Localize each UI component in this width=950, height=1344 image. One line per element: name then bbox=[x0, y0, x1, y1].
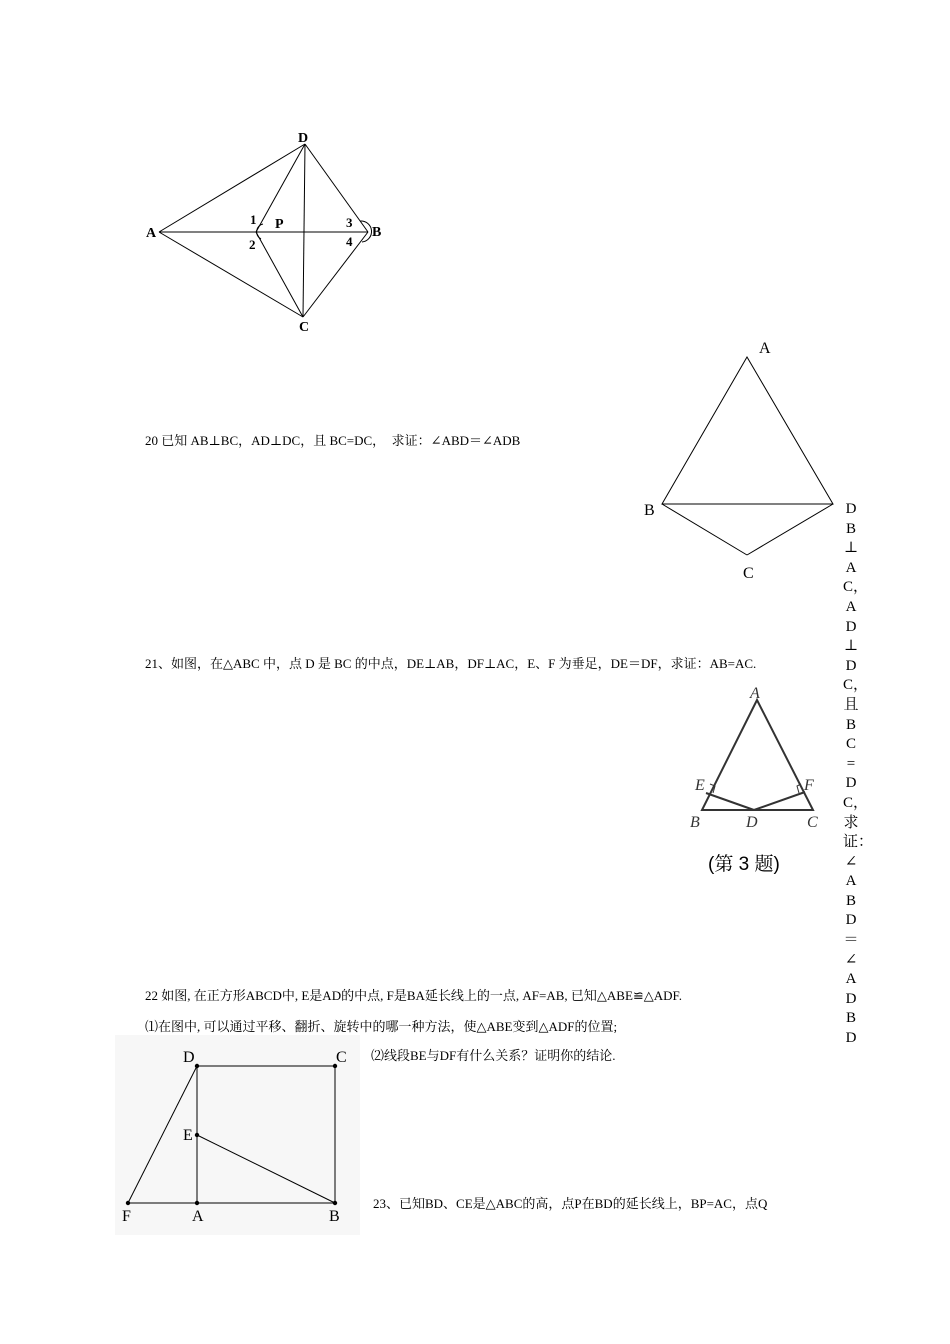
q20-label-c: C bbox=[743, 565, 754, 582]
q22-label-d: D bbox=[183, 1049, 195, 1066]
label-a: A bbox=[146, 226, 157, 241]
question-22-text: 22 如图, 在正方形ABCD中, E是AD的中点, F是BA延长线上的一点, AF=AB, 已知△ABE≌△ADF. bbox=[145, 988, 682, 1003]
q21-label-d: D bbox=[746, 814, 758, 831]
figure-q20-triangle bbox=[635, 335, 845, 585]
angle-label-3: 3 bbox=[346, 215, 353, 230]
q20-label-a: A bbox=[759, 340, 771, 357]
angle-label-1: 1 bbox=[250, 212, 257, 227]
question-20-text: 20 已知 AB⊥BC，AD⊥DC，且 BC=DC， 求证：∠ABD＝∠ADB bbox=[145, 433, 521, 448]
label-d: D bbox=[298, 131, 309, 146]
side-vertical-text: DB⊥AC，AD⊥DC，且BC=DC，求证：∠ABD＝∠ADBD bbox=[843, 501, 874, 1047]
q21-figure-caption: (第 3 题) bbox=[708, 854, 780, 875]
question-22-part-1: ⑴在图中, 可以通过平移、翻折、旋转中的哪一种方法，使△ABE变到△ADF的位置; bbox=[145, 1019, 618, 1034]
label-p: P bbox=[275, 217, 284, 232]
label-b: B bbox=[372, 225, 382, 240]
q22-label-c: C bbox=[336, 1049, 347, 1066]
q22-label-f: F bbox=[122, 1208, 131, 1225]
q21-label-c: C bbox=[807, 814, 818, 831]
question-23-text: 23、已知BD、CE是△ABC的高，点P在BD的延长线上，BP=AC，点Q bbox=[373, 1196, 768, 1211]
question-21-text: 21、如图，在△ABC 中，点 D 是 BC 的中点，DE⊥AB，DF⊥AC，E、F 为垂足，DE＝DF，求证：AB=AC. bbox=[145, 656, 757, 671]
angle-label-4: 4 bbox=[346, 234, 353, 249]
q22-label-a: A bbox=[192, 1208, 204, 1225]
label-c: C bbox=[299, 320, 310, 335]
q22-label-b: B bbox=[329, 1208, 340, 1225]
figure-q22-square bbox=[115, 1035, 360, 1235]
q22-label-e: E bbox=[183, 1127, 193, 1144]
q21-label-a: A bbox=[750, 685, 760, 702]
q21-label-e: E bbox=[695, 777, 705, 794]
q21-label-f: F bbox=[804, 777, 814, 794]
question-22-part-2: ⑵线段BE与DF有什么关系？证明你的结论. bbox=[371, 1048, 616, 1063]
figure-kite-adbc bbox=[135, 120, 395, 340]
angle-label-2: 2 bbox=[249, 237, 256, 252]
q20-label-b: B bbox=[644, 502, 655, 519]
q21-label-b: B bbox=[690, 814, 700, 831]
